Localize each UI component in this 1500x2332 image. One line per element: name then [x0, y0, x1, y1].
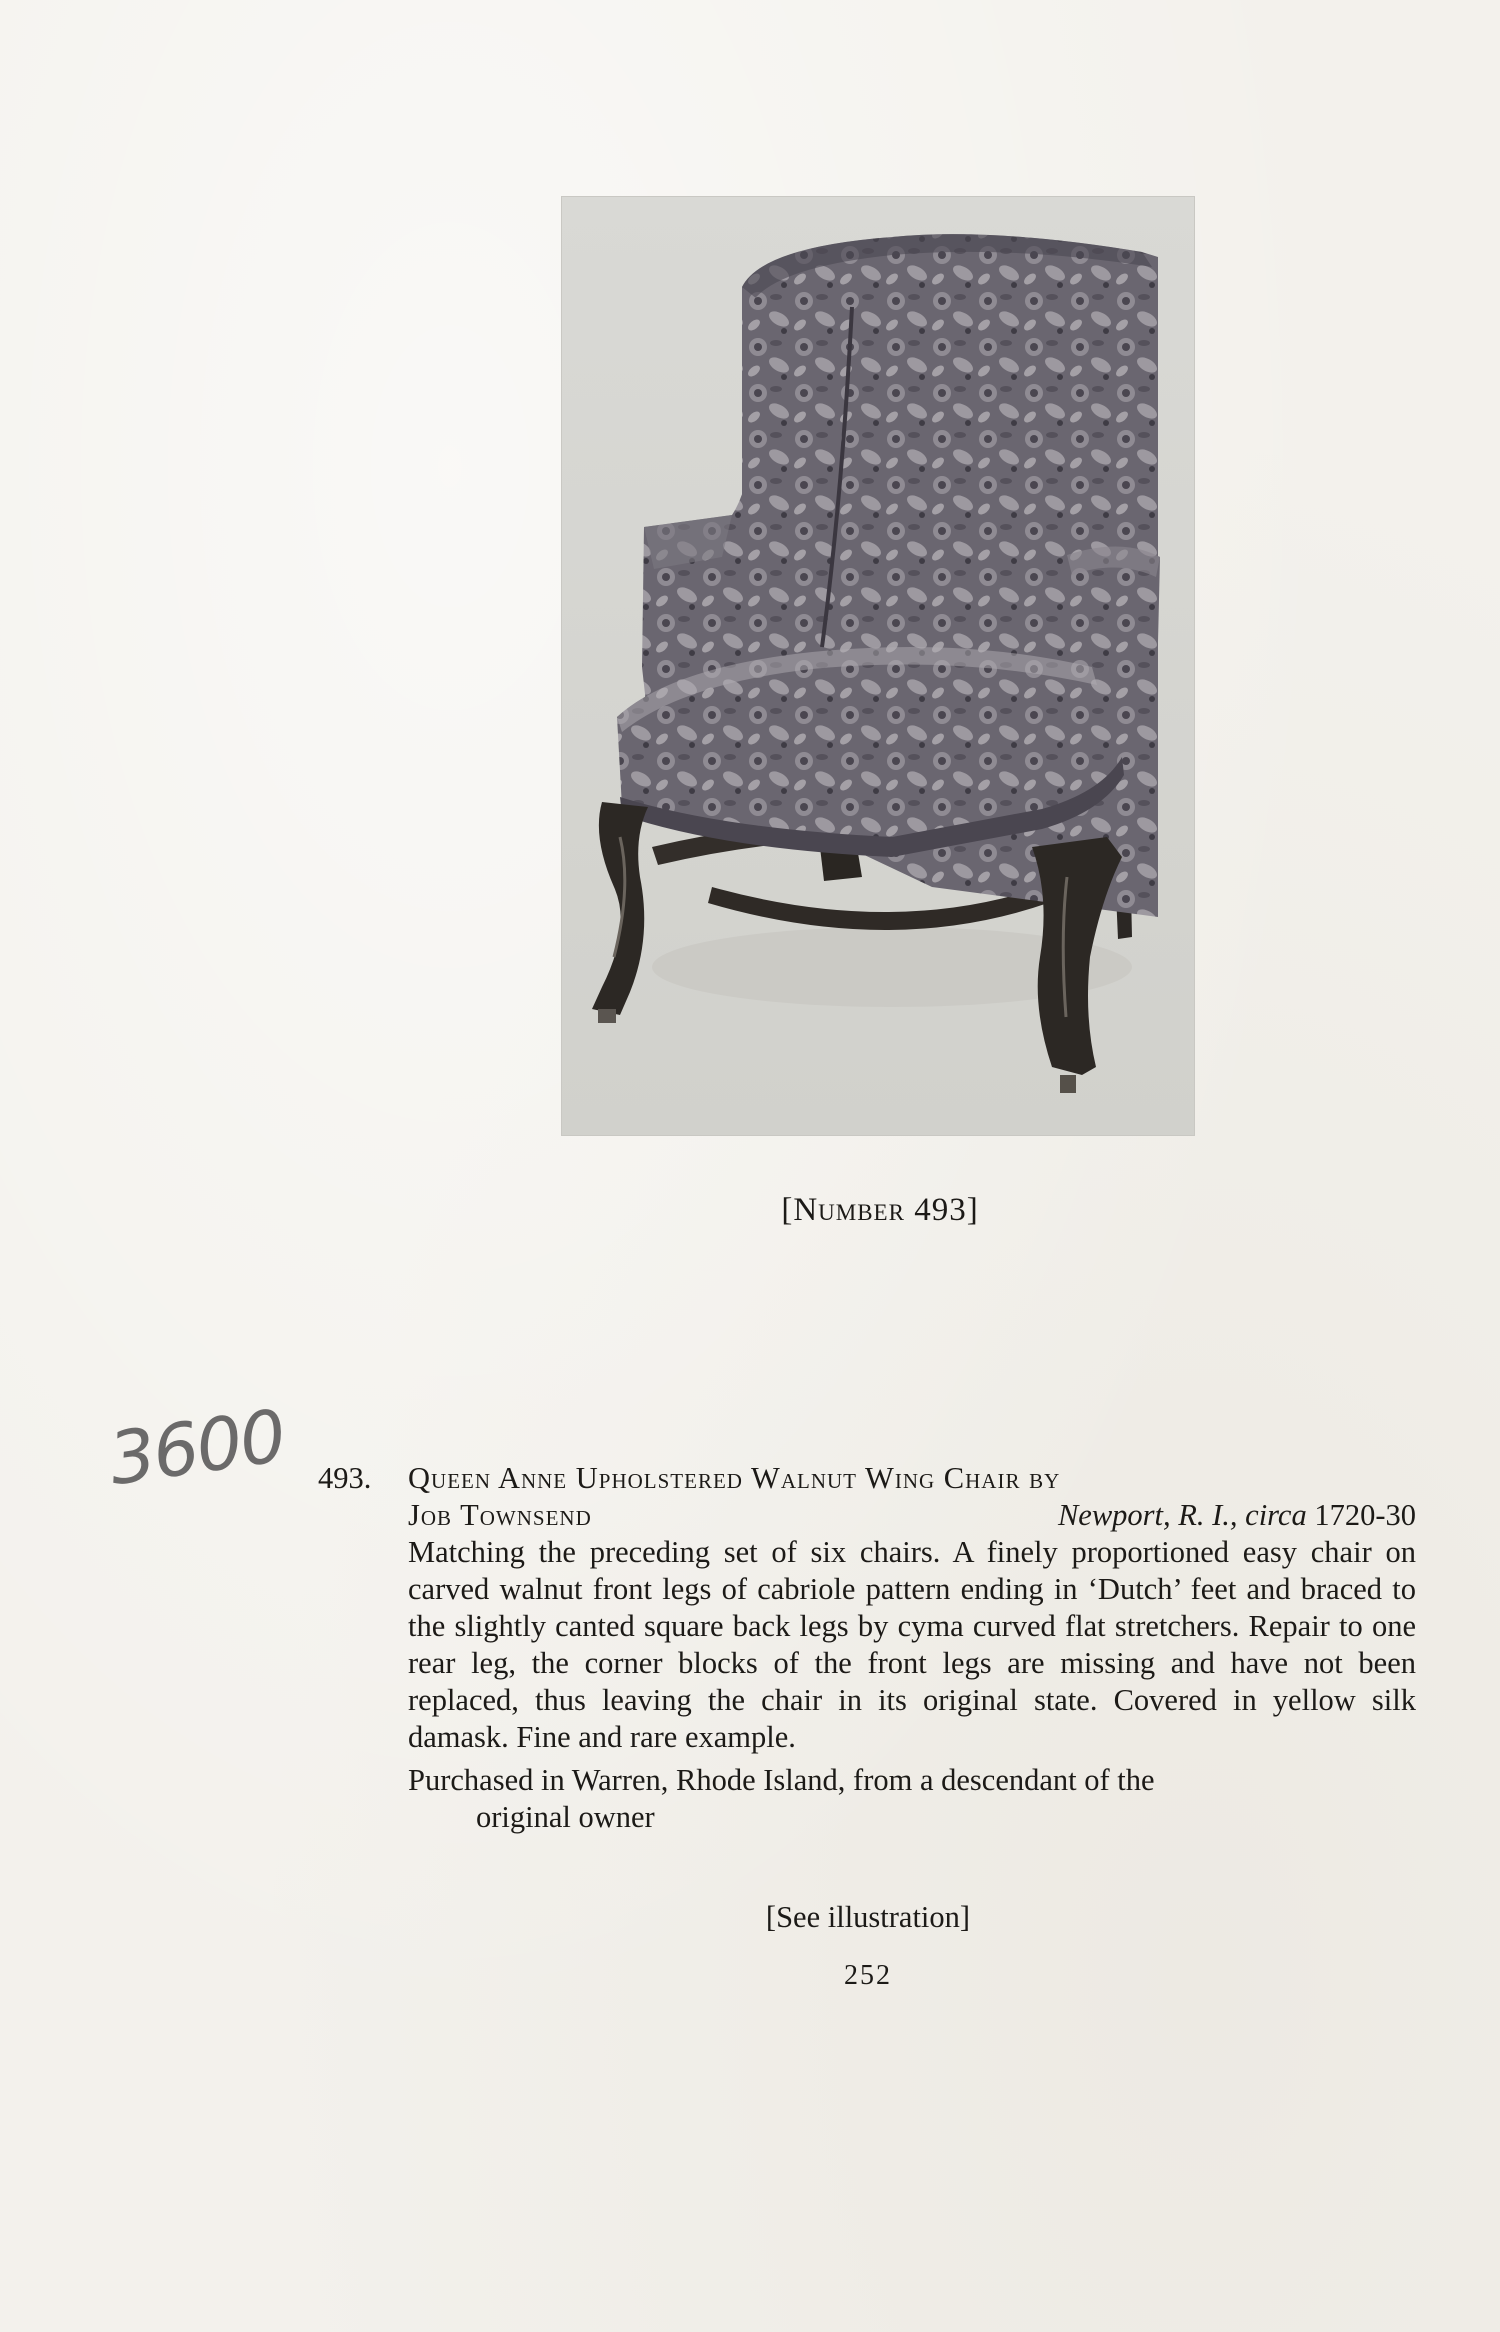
entry-title: Queen Anne Upholstered Walnut Wing Chair by: [408, 1461, 1061, 1495]
place-and-date: [1058, 1497, 1416, 1534]
maker-line: [408, 1497, 1416, 1534]
handwritten-price-note: 3600: [104, 1393, 290, 1502]
entry-body: [408, 1460, 1416, 1836]
provenance-first-line: Purchased in Warren, Rhode Island, from a descendant of the: [408, 1763, 1155, 1797]
maker-name: Job Townsend: [408, 1498, 592, 1532]
entry-provenance: [408, 1762, 1416, 1836]
date-text: 1720-30: [1314, 1498, 1416, 1532]
see-illustration-note: [See illustration]: [765, 1900, 971, 1934]
wing-chair-illustration: [562, 197, 1194, 1135]
caption-number: 493: [914, 1192, 967, 1228]
place-text: Newport, R. I., circa: [1057, 1498, 1307, 1532]
provenance-continuation: original owner: [476, 1800, 655, 1834]
caption-close-bracket: ]: [966, 1192, 979, 1228]
page-number: 252: [844, 1960, 892, 1991]
figure-caption: [560, 1192, 1200, 1229]
entry-description: Matching the preceding set of six chairs. A finely proportioned easy chair on carved walnut front legs of cabriole pattern ending in ‘Dutch’ feet and braced to the slightly canted square back legs by cyma curved flat stretchers. Repair to one rear leg, the corner blocks of the front legs are missing and have not been replaced, thus leaving the chair in its original state. Covered in yellow silk damask. Fine and rare example.: [408, 1535, 1416, 1754]
caption-label: Number: [793, 1192, 905, 1228]
caption-open-bracket: [: [781, 1192, 794, 1228]
lot-number: 493.: [318, 1461, 372, 1495]
chair-photograph: [562, 197, 1194, 1135]
